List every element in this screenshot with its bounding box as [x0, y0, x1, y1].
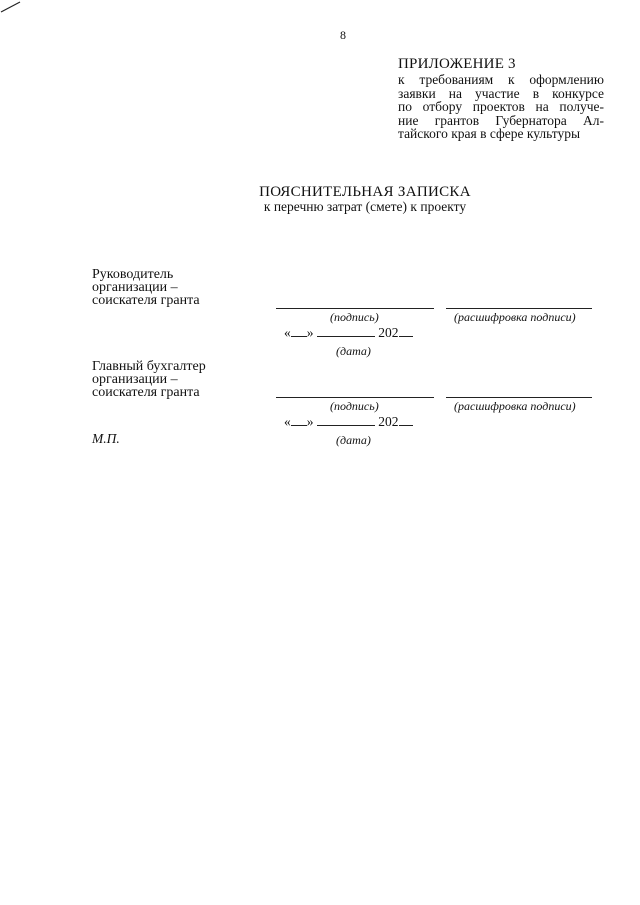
- stamp-place-label: М.П.: [92, 431, 120, 446]
- document-subtitle: к перечню затрат (смете) к проекту: [263, 199, 467, 214]
- role-line: Руководитель: [92, 267, 174, 282]
- date-caption: (дата): [336, 433, 371, 447]
- date-open-quote: «: [284, 414, 291, 429]
- corner-mark: [0, 0, 24, 14]
- appendix-title: ПРИЛОЖЕНИЕ 3: [398, 56, 516, 72]
- role-line: соискателя гранта: [92, 293, 200, 308]
- year-blank: [399, 326, 413, 337]
- decoding-line: [446, 308, 592, 309]
- month-blank: [317, 326, 375, 337]
- page-number: 8: [340, 28, 346, 42]
- year-blank: [399, 415, 413, 426]
- decoding-caption: (расшифровка подписи): [454, 310, 576, 324]
- year-prefix: 202: [378, 414, 399, 429]
- signature-line: [276, 308, 434, 309]
- role-line: Главный бухгалтер: [92, 359, 206, 374]
- signature-caption: (подпись): [330, 399, 379, 413]
- date-row: [284, 414, 413, 430]
- role-line: организации –: [92, 280, 178, 295]
- appendix-line: к требованиям к оформлению: [398, 72, 604, 87]
- appendix-line: заявки на участие в конкурсе: [398, 85, 604, 101]
- month-blank: [317, 415, 375, 426]
- appendix-block: [398, 56, 604, 141]
- date-close-quote: »: [306, 414, 314, 429]
- signatory-role: [92, 268, 200, 307]
- signature-line: [276, 397, 434, 398]
- date-caption: (дата): [336, 344, 371, 358]
- signatory-role: [92, 360, 206, 399]
- role-line: соискателя гранта: [92, 385, 200, 400]
- day-blank: [291, 326, 307, 337]
- document-title: ПОЯСНИТЕЛЬНАЯ ЗАПИСКА: [259, 184, 471, 200]
- appendix-line: по отбору проектов на получе-: [398, 99, 604, 114]
- appendix-line: тайского края в сфере культуры: [398, 126, 581, 141]
- date-close-quote: »: [306, 325, 314, 340]
- decoding-line: [446, 397, 592, 398]
- day-blank: [291, 415, 307, 426]
- appendix-line: ние грантов Губернатора Ал-: [398, 112, 604, 128]
- role-line: организации –: [92, 372, 178, 387]
- decoding-caption: (расшифровка подписи): [454, 399, 576, 413]
- date-row: [284, 325, 413, 341]
- year-prefix: 202: [378, 325, 399, 340]
- signature-caption: (подпись): [330, 310, 379, 324]
- date-open-quote: «: [284, 325, 291, 340]
